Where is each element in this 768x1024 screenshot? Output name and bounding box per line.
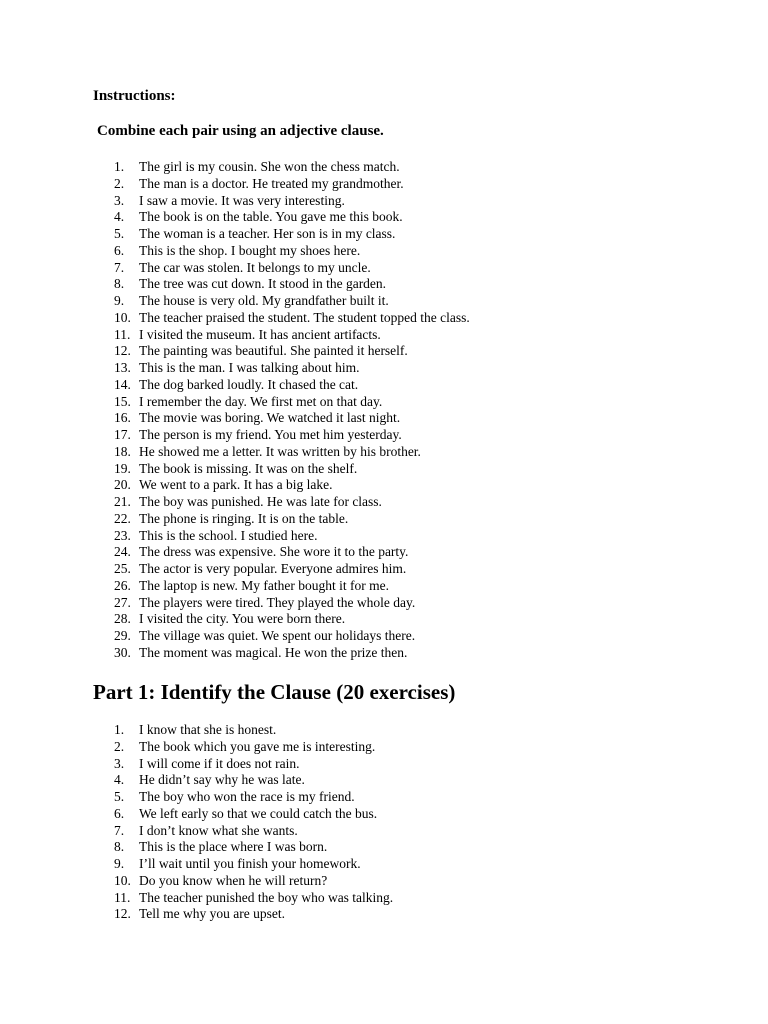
item-number: 7. <box>114 822 125 838</box>
item-number: 5. <box>114 226 125 241</box>
item-text: The painting was beautiful. She painted it herself. <box>139 343 408 359</box>
item-text: I will come if it does not rain. <box>139 755 300 771</box>
item-text: The car was stolen. It belongs to my uncle. <box>139 259 371 275</box>
item-text: I don’t know what she wants. <box>139 822 298 838</box>
item-text: The laptop is new. My father bought it for me. <box>139 577 389 593</box>
item-text: The teacher praised the student. The student topped the class. <box>139 309 470 325</box>
instructions-heading: Instructions: <box>93 88 176 104</box>
item-number: 11. <box>114 326 131 342</box>
item-number: 25. <box>114 561 131 576</box>
item-text: I visited the city. You were born there. <box>139 611 346 627</box>
item-number: 18. <box>114 443 131 459</box>
item-text: I’ll wait until you finish your homework. <box>139 856 361 871</box>
item-text: The book is missing. It was on the shelf. <box>139 460 358 476</box>
item-text: The person is my friend. You met him yesterday. <box>139 427 402 442</box>
item-text: Do you know when he will return? <box>139 872 328 888</box>
item-number: 26. <box>114 577 131 593</box>
item-text: We went to a park. It has a big lake. <box>139 477 333 493</box>
item-text: This is the school. I studied here. <box>139 527 318 543</box>
item-number: 5. <box>114 789 125 804</box>
item-text: We left early so that we could catch the bus. <box>139 805 378 821</box>
item-text: The house is very old. My grandfather built it. <box>139 293 389 308</box>
item-number: 27. <box>114 594 131 610</box>
item-text: The dog barked loudly. It chased the cat. <box>139 376 359 392</box>
item-text: The village was quiet. We spent our holidays there. <box>139 628 416 643</box>
item-text: This is the shop. I bought my shoes here. <box>139 242 361 258</box>
item-number: 3. <box>114 192 125 208</box>
item-number: 17. <box>114 427 131 442</box>
item-text: The actor is very popular. Everyone admires him. <box>139 561 407 576</box>
item-number: 9. <box>114 856 125 871</box>
item-number: 2. <box>114 738 125 754</box>
item-text: The teacher punished the boy who was talking. <box>139 889 394 905</box>
item-number: 22. <box>114 510 131 526</box>
item-text: The girl is my cousin. She won the chess match. <box>139 159 400 174</box>
item-number: 2. <box>114 175 125 191</box>
item-number: 6. <box>114 805 125 821</box>
item-text: He showed me a letter. It was written by his brother. <box>139 443 421 459</box>
item-number: 19. <box>114 460 131 476</box>
item-text: The man is a doctor. He treated my grandmother. <box>139 175 404 191</box>
item-text: The boy who won the race is my friend. <box>139 789 355 804</box>
item-text: The woman is a teacher. Her son is in my class. <box>139 226 396 241</box>
item-text: This is the place where I was born. <box>139 839 328 855</box>
item-text: The moment was magical. He won the prize then. <box>139 644 408 660</box>
item-text: The tree was cut down. It stood in the garden. <box>139 276 387 292</box>
part1-title: Part 1: Identify the Clause (20 exercises) <box>93 680 456 704</box>
item-text: He didn’t say why he was late. <box>139 772 305 788</box>
item-number: 9. <box>114 293 125 308</box>
item-number: 8. <box>114 839 125 855</box>
item-text: This is the man. I was talking about him. <box>139 360 360 375</box>
item-text: Tell me why you are upset. <box>139 906 286 922</box>
item-number: 29. <box>114 628 131 643</box>
item-number: 12. <box>114 343 131 359</box>
item-text: I saw a movie. It was very interesting. <box>139 192 345 208</box>
item-number: 4. <box>114 209 125 225</box>
item-number: 8. <box>114 276 125 292</box>
task-instruction: Combine each pair using an adjective clause. <box>97 123 384 139</box>
item-number: 15. <box>114 393 131 409</box>
item-text: The boy was punished. He was late for class. <box>139 494 382 509</box>
item-number: 21. <box>114 494 131 509</box>
item-text: The players were tired. They played the whole day. <box>139 594 416 610</box>
item-text: The movie was boring. We watched it last night. <box>139 410 401 426</box>
item-number: 10. <box>114 872 131 888</box>
item-number: 3. <box>114 755 125 771</box>
item-number: 28. <box>114 611 131 627</box>
item-number: 14. <box>114 376 131 392</box>
item-text: I visited the museum. It has ancient artifacts. <box>139 326 381 342</box>
item-number: 10. <box>114 309 131 325</box>
item-number: 16. <box>114 410 131 426</box>
item-text: I know that she is honest. <box>139 722 277 737</box>
item-text: The book is on the table. You gave me this book. <box>139 209 403 225</box>
item-number: 30. <box>114 644 131 660</box>
item-number: 11. <box>114 889 131 905</box>
item-number: 24. <box>114 544 131 560</box>
item-number: 23. <box>114 527 131 543</box>
item-text: The book which you gave me is interesting. <box>139 738 376 754</box>
item-number: 1. <box>114 722 125 737</box>
item-number: 6. <box>114 242 125 258</box>
item-number: 20. <box>114 477 131 493</box>
item-number: 13. <box>114 360 131 375</box>
item-number: 12. <box>114 906 131 922</box>
item-number: 7. <box>114 259 125 275</box>
item-number: 4. <box>114 772 125 788</box>
item-text: The dress was expensive. She wore it to the party. <box>139 544 409 560</box>
item-number: 1. <box>114 159 125 174</box>
item-text: I remember the day. We first met on that day. <box>139 393 383 409</box>
item-text: The phone is ringing. It is on the table. <box>139 510 349 526</box>
